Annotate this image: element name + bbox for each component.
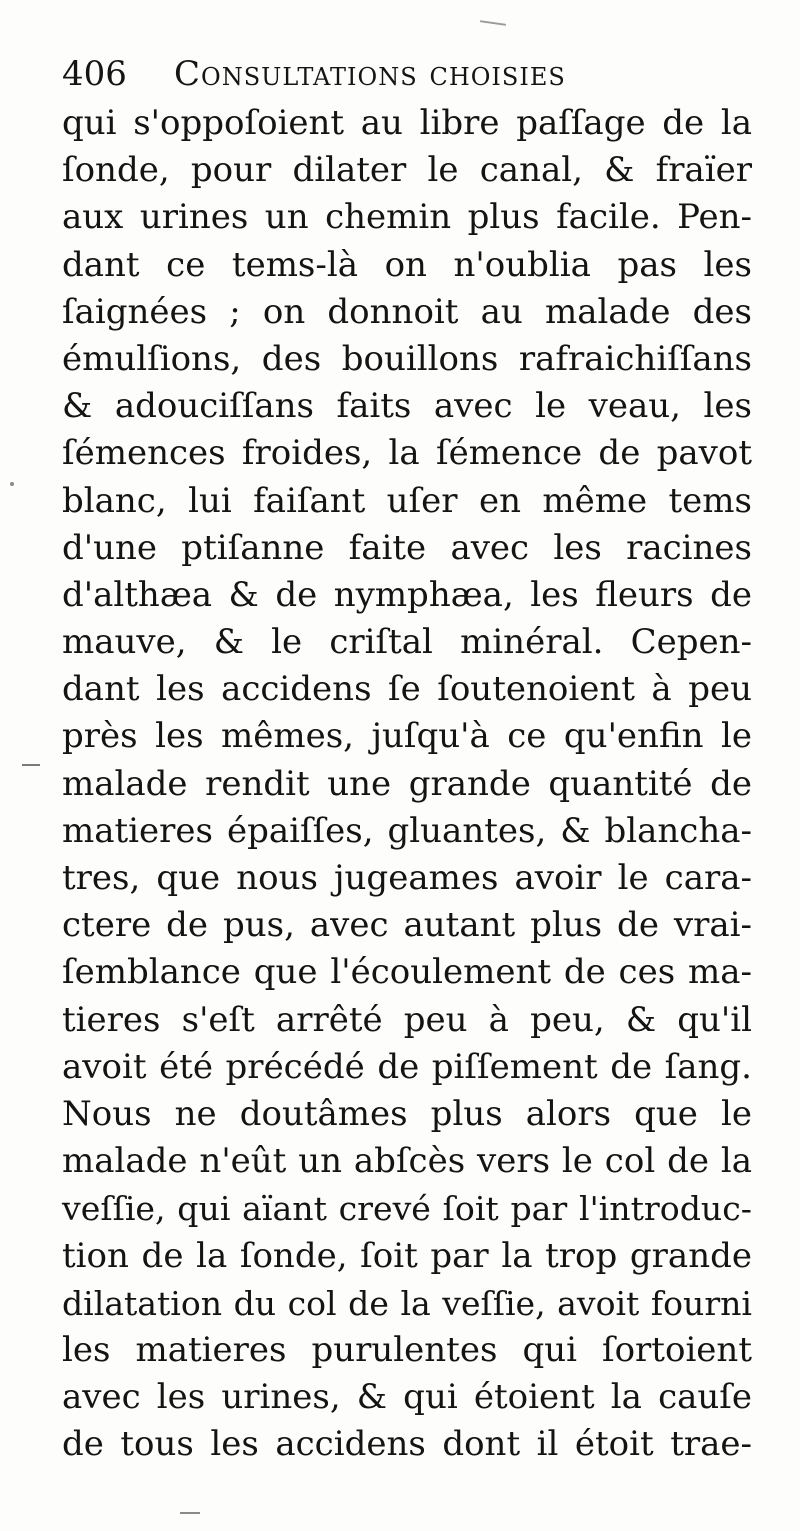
- text-line: d'althæa & de nymphæa, les fleurs de: [62, 574, 752, 615]
- text-line: & adouciſſans faits avec le veau, les: [62, 386, 752, 427]
- text-line: dilatation du col de la veſſie, avoit fourni: [62, 1283, 752, 1323]
- text-line: de tous les accidens dont il étoit trae-: [62, 1424, 752, 1465]
- page-number: 406: [62, 54, 127, 94]
- text-line: malade n'eût un abſcès vers le col de la: [62, 1141, 752, 1182]
- text-line: dant les accidens ſe ſoutenoient à peu: [62, 669, 752, 710]
- ink-mark: [180, 1512, 200, 1514]
- page-header: [62, 52, 752, 100]
- text-line: ſémences froides, la ſémence de pavot: [62, 433, 752, 474]
- text-line: d'une ptiſanne faite avec les racines: [62, 527, 752, 568]
- text-line: aux urines un chemin plus facile. Pen-: [62, 197, 752, 238]
- text-line: matieres épaiſſes, gluantes, & blancha-: [62, 810, 752, 851]
- text-line: émulſions, des bouillons rafraichiſſans: [62, 338, 752, 379]
- text-line: ſaignées ; on donnoit au malade des: [62, 291, 752, 332]
- ink-mark: [480, 20, 506, 26]
- text-line: tres, que nous jugeames avoir le cara-: [62, 858, 752, 898]
- text-line: mauve, & le criſtal minéral. Cepen-: [62, 622, 752, 663]
- text-line: blanc, lui faiſant uſer en même tems: [62, 480, 752, 521]
- text-line: dant ce tems-là on n'oublia pas les: [62, 244, 752, 285]
- text-line: près les mêmes, juſqu'à ce qu'enfin le: [62, 716, 752, 757]
- ink-mark: [22, 764, 40, 766]
- text-line: qui s'oppoſoient au libre paſſage de la: [62, 103, 752, 143]
- text-line: tion de la ſonde, ſoit par la trop grande: [62, 1235, 752, 1276]
- ink-mark: [10, 482, 14, 486]
- running-title: Consultations choisies: [174, 54, 566, 94]
- text-line: ctere de pus, avec autant plus de vrai-: [62, 905, 752, 946]
- text-line: les matieres purulentes qui ſortoient: [62, 1329, 752, 1370]
- text-line: avec les urines, & qui étoient la cauſe: [62, 1377, 752, 1418]
- text-line: tieres s'eſt arrêté peu à peu, & qu'il: [62, 999, 752, 1040]
- text-line: Nous ne doutâmes plus alors que le: [62, 1093, 752, 1134]
- text-line: ſonde, pour dilater le canal, & fraïer: [62, 150, 752, 191]
- text-line: ſemblance que l'écoulement de ces ma-: [62, 952, 752, 993]
- text-line: malade rendit une grande quantité de: [62, 763, 752, 804]
- text-line: veſſie, qui aïant crevé ſoit par l'introduc-: [62, 1189, 752, 1229]
- body-text: [62, 100, 752, 1468]
- text-line: avoit été précédé de piſſement de ſang.: [62, 1046, 752, 1087]
